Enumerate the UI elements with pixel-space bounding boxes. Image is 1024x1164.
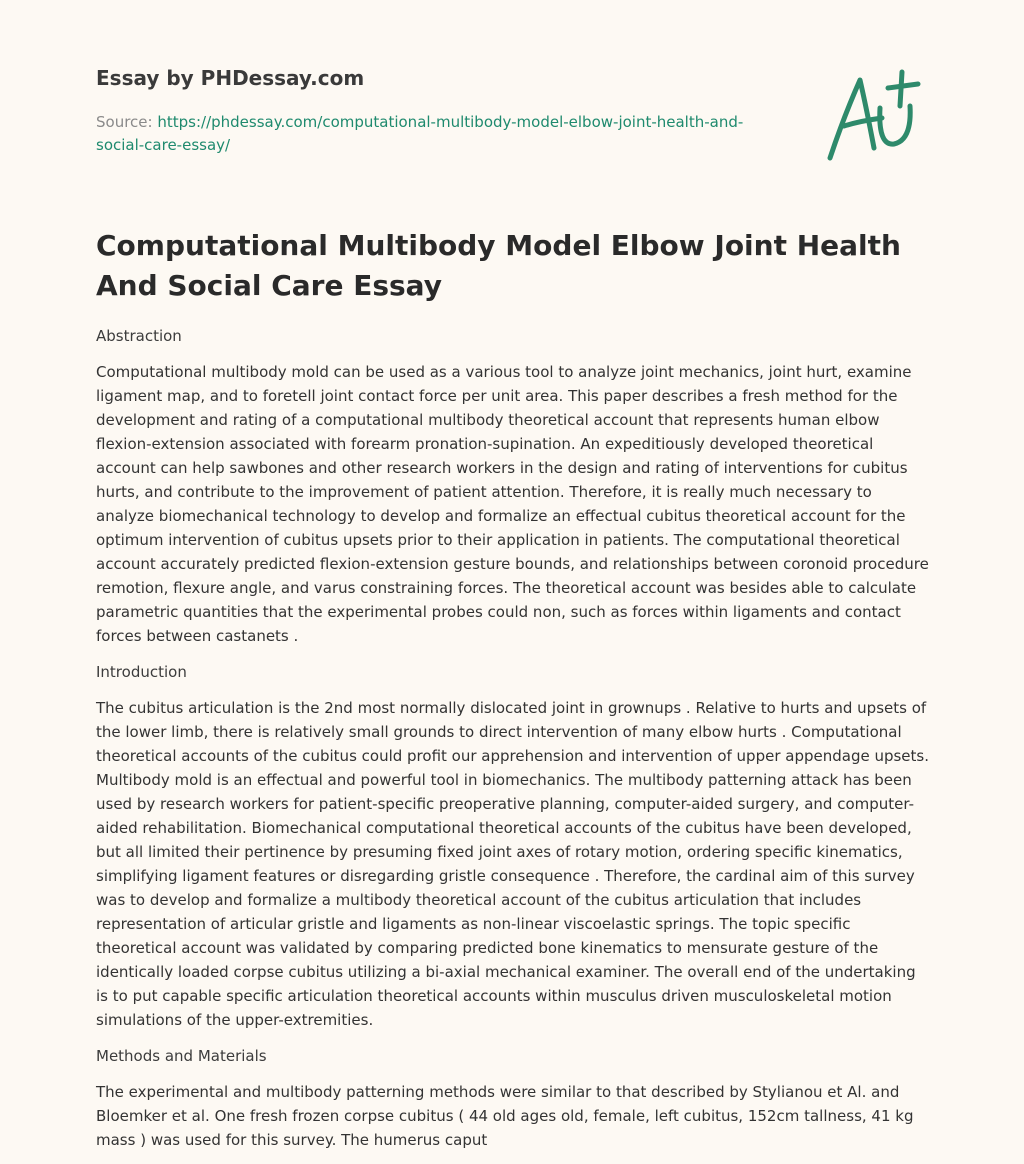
section-paragraph: The experimental and multibody patterning methods were similar to that described by Stylianou et Al. and Bloemker et al. One fresh frozen corpse cubitus ( 44 old ages old, female, left cubitus, 152cm tallness, 41 kg mass ) was used for this survey. The humerus caput: [96, 1083, 914, 1149]
source-label: Source:: [96, 113, 153, 131]
site-title: Essay by PHDessay.com: [96, 66, 365, 90]
section-heading: Abstraction: [96, 327, 182, 345]
section-paragraph: Computational multibody mold can be used as a various tool to analyze joint mechanics, joint hurt, examine ligament map, and to foretell joint contact force per unit area. This paper describes a fresh method for the development and rating of a computational multibody theoretical account that represents human elbow flexion-extension associated with forearm pronation-supination. An expeditiously developed theoretical account can help sawbones and other research workers in the design and rating of interventions for cubitus hurts, and contribute to the improvement of patient attention. Therefore, it is really much necessary to analyze biomechanical technology to develop and formalize an effectual cubitus theoretical account for the optimum intervention of cubitus upsets prior to their application in patients. The computational theoretical account accurately predicted flexion-extension gesture bounds, and relationships between coronoid procedure remotion, flexure angle, and varus constraining forces. The theoretical account was besides able to calculate parametric quantities that the experimental probes could non, such as forces within ligaments and contact forces between castanets .: [96, 363, 929, 645]
section-heading: Methods and Materials: [96, 1047, 267, 1065]
source-line: [96, 111, 776, 157]
page-title: Computational Multibody Model Elbow Joint Health And Social Care Essay: [96, 229, 901, 302]
source-link[interactable]: https://phdessay.com/computational-multibody-model-elbow-joint-health-and-social-care-essay/: [96, 113, 744, 154]
a-plus-logo-icon: [822, 66, 932, 166]
section-heading: Introduction: [96, 663, 187, 681]
site-header: [96, 66, 816, 90]
section-paragraph: The cubitus articulation is the 2nd most normally dislocated joint in grownups . Relative to hurts and upsets of the lower limb, there is relatively small grounds to direct intervention of many elbow hurts . Computational theoretical accounts of the cubitus could profit our apprehension and intervention of upper appendage upsets. Multibody mold is an effectual and powerful tool in biomechanics. The multibody patterning attack has been used by research workers for patient-specific preoperative planning, computer-aided surgery, and computer-aided rehabilitation. Biomechanical computational theoretical accounts of the cubitus have been developed, but all limited their pertinence by presuming fixed joint axes of rotary motion, ordering specific kinematics, simplifying ligament features or disregarding gristle consequence . Therefore, the cardinal aim of this survey was to develop and formalize a multibody theoretical account of the cubitus articulation that includes representation of articular gristle and ligaments as non-linear viscoelastic springs. The topic specific theoretical account was validated by comparing predicted bone kinematics to mensurate gesture of the identically loaded corpse cubitus utilizing a bi-axial mechanical examiner. The overall end of the undertaking is to put capable specific articulation theoretical accounts within musculus driven musculoskeletal motion simulations of the upper-extremities.: [96, 699, 929, 1029]
essay-content: [96, 324, 932, 1164]
